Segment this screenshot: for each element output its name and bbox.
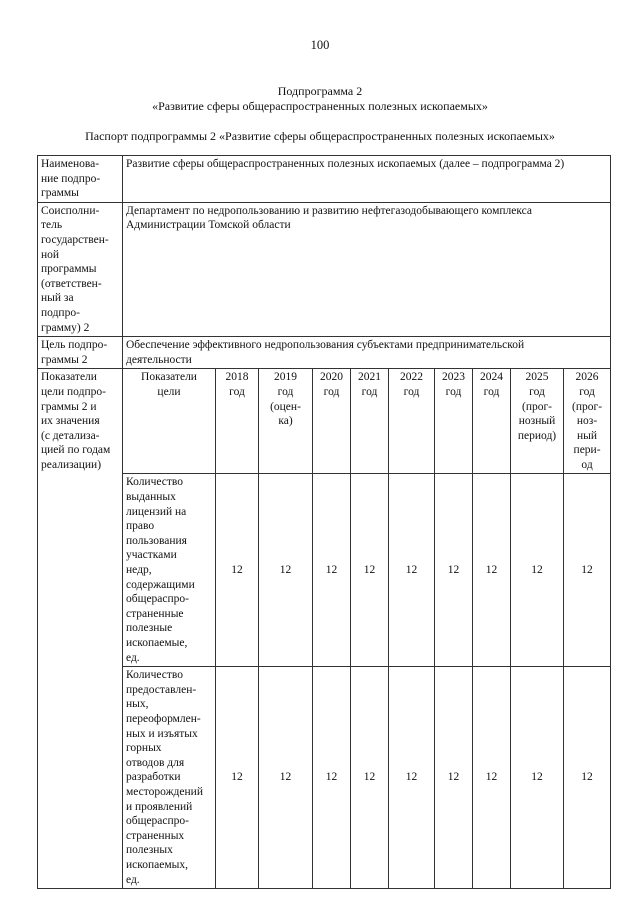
row-name bbox=[38, 156, 611, 203]
header-2018: 2018 год bbox=[216, 369, 259, 474]
value-cell: 12 bbox=[259, 474, 313, 667]
value-cell: 12 bbox=[351, 667, 389, 889]
value-cell: 12 bbox=[389, 474, 435, 667]
indicators-label: Показатели цели подпро- граммы 2 и их значения (с детализа- цией по годам реализации) bbox=[38, 369, 123, 889]
subprogram-title bbox=[0, 84, 640, 114]
header-2021: 2021 год bbox=[351, 369, 389, 474]
header-2022: 2022 год bbox=[389, 369, 435, 474]
value-cell: 12 bbox=[473, 474, 511, 667]
value-cell: 12 bbox=[216, 667, 259, 889]
value-cell: 12 bbox=[313, 474, 351, 667]
header-2019: 2019 год (оцен- ка) bbox=[259, 369, 313, 474]
header-2020: 2020 год bbox=[313, 369, 351, 474]
title-line-1: Подпрограмма 2 bbox=[277, 84, 363, 98]
table-row bbox=[38, 474, 611, 667]
value-cell: 12 bbox=[564, 667, 611, 889]
indicator-header-row bbox=[38, 369, 611, 474]
value-cell: 12 bbox=[511, 474, 564, 667]
header-2023: 2023 год bbox=[435, 369, 473, 474]
value-cell: 12 bbox=[435, 667, 473, 889]
goal-value: Обеспечение эффективного недропользования субъектами предпринимательской деятельности bbox=[123, 337, 611, 369]
coexec-label: Соисполни- тель государствен- ной программы (ответствен- ный за подпро- грамму) 2 bbox=[38, 202, 123, 336]
coexec-value: Департамент по недропользованию и развитию нефтегазодобывающего комплекса Администрации Томской области bbox=[123, 202, 611, 336]
value-cell: 12 bbox=[511, 667, 564, 889]
indicator-name: Количество выданных лицензий на право пользования участками недр, содержащими общераспро- страненные полезные ископаемые, ед. bbox=[123, 474, 216, 667]
name-value: Развитие сферы общераспространенных полезных ископаемых (далее – подпрограмма 2) bbox=[123, 156, 611, 203]
name-label: Наименова- ние подпро- граммы bbox=[38, 156, 123, 203]
table-row bbox=[38, 667, 611, 889]
title-line-2: «Развитие сферы общераспространенных полезных ископаемых» bbox=[152, 99, 488, 113]
value-cell: 12 bbox=[435, 474, 473, 667]
passport-title: Паспорт подпрограммы 2 «Развитие сферы общераспространенных полезных ископаемых» bbox=[85, 129, 555, 143]
value-cell: 12 bbox=[564, 474, 611, 667]
value-cell: 12 bbox=[389, 667, 435, 889]
value-cell: 12 bbox=[313, 667, 351, 889]
value-cell: 12 bbox=[259, 667, 313, 889]
indicator-name: Количество предоставлен- ных, переоформлен- ных и изъятых горных отводов для разработки месторождений и проявлений общераспро- страненных полезных ископаемых, ед. bbox=[123, 667, 216, 889]
passport-table bbox=[37, 155, 611, 889]
value-cell: 12 bbox=[351, 474, 389, 667]
value-cell: 12 bbox=[473, 667, 511, 889]
header-2026: 2026 год (прог- ноз- ный пери- од bbox=[564, 369, 611, 474]
header-indicator: Показатели цели bbox=[123, 369, 216, 474]
page-number: 100 bbox=[310, 38, 330, 52]
header-2025: 2025 год (прог- нозный период) bbox=[511, 369, 564, 474]
row-coexecutor bbox=[38, 202, 611, 336]
goal-label: Цель подпро- граммы 2 bbox=[38, 337, 123, 369]
row-goal bbox=[38, 337, 611, 369]
header-2024: 2024 год bbox=[473, 369, 511, 474]
value-cell: 12 bbox=[216, 474, 259, 667]
